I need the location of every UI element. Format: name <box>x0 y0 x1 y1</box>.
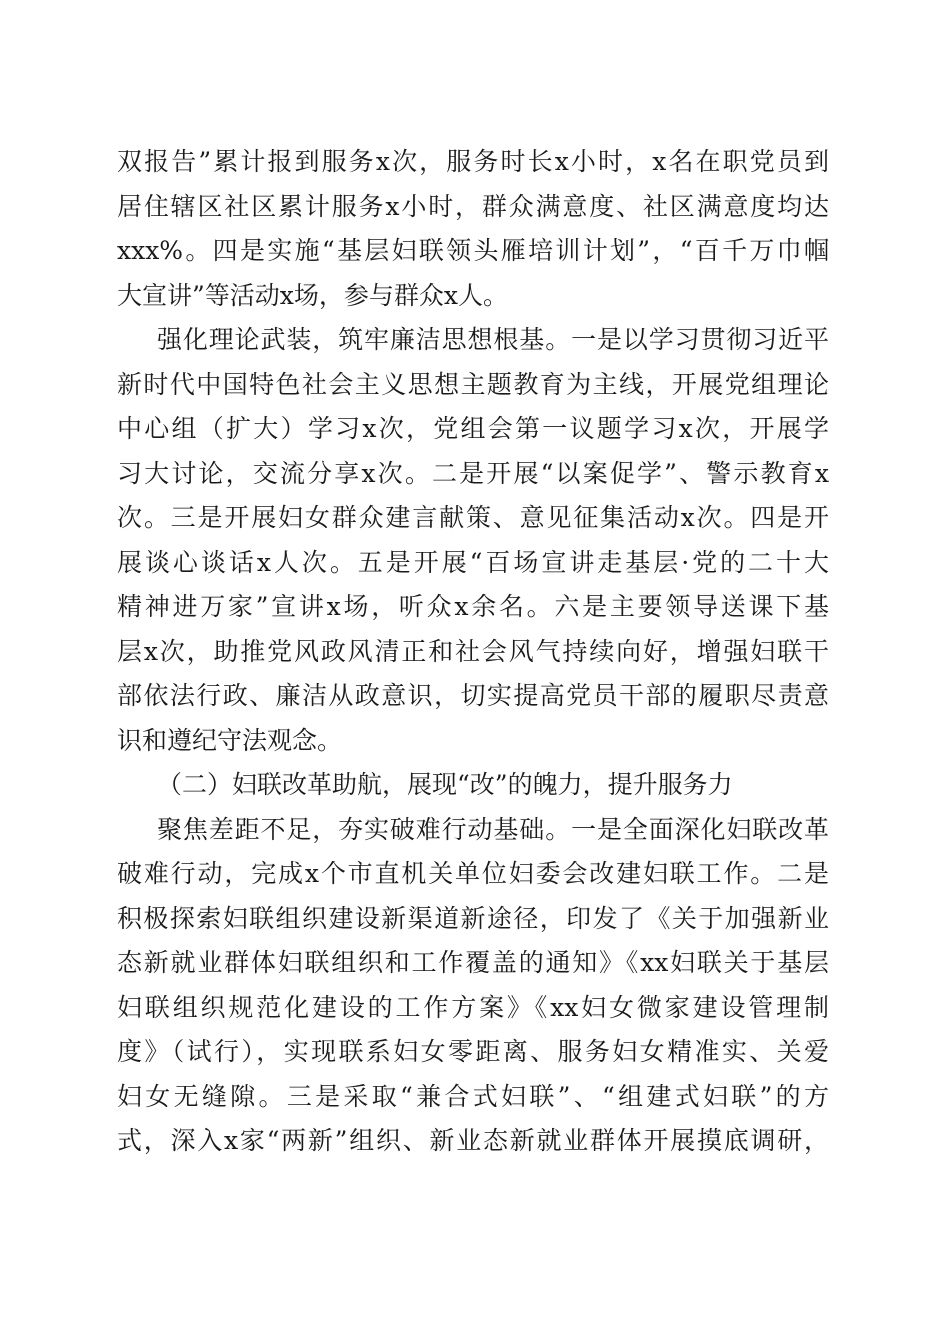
text-line: 度》（试行），实现联系妇女零距离、服务妇女精准实、关爱 <box>117 1037 829 1066</box>
text-line: 识和遵纪守法观念。 <box>117 725 343 755</box>
text-line: 双报告”累计报到服务x次，服务时长x小时，x名在职党员到 <box>117 147 829 176</box>
text-line: 部依法行政、廉洁从政意识，切实提高党员干部的履职尽责意 <box>117 681 829 710</box>
text-line: 展谈心谈话x人次。五是开展“百场宣讲走基层·党的二十大 <box>117 547 829 577</box>
text-line: 聚焦差距不足，夯实破难行动基础。一是全面深化妇联改革 <box>157 814 829 844</box>
text-line: 次。三是开展妇女群众建言献策、意见征集活动x次。四是开 <box>117 503 829 532</box>
text-line: 中心组（扩大）学习x次，党组会第一议题学习x次，开展学 <box>117 414 829 443</box>
text-line: 破难行动，完成x个市直机关单位妇委会改建妇联工作。二是 <box>117 859 829 888</box>
text-line: 大宣讲”等活动x场，参与群众x人。 <box>117 280 508 310</box>
text-line: 习大讨论，交流分享x次。二是开展“以案促学”、警示教育x <box>117 458 829 488</box>
text-line: 态新就业群体妇联组织和工作覆盖的通知》《xx妇联关于基层 <box>117 948 829 977</box>
text-line: 式，深入x家“两新”组织、新业态新就业群体开展摸底调研， <box>117 1126 829 1155</box>
text-line: 妇女无缝隙。三是采取“兼合式妇联”、“组建式妇联”的方 <box>117 1081 829 1111</box>
text-line: 强化理论武装，筑牢廉洁思想根基。一是以学习贯彻习近平 <box>157 325 829 354</box>
text-line: 居住辖区社区累计服务x小时，群众满意度、社区满意度均达 <box>117 191 829 221</box>
document-body <box>117 140 829 1164</box>
section-heading: （二）妇联改革助航，展现“改”的魄力，提升服务力 <box>157 770 733 799</box>
paragraph-theory-study <box>117 318 829 763</box>
paragraph-reform <box>117 808 829 1164</box>
text-line: xxx%。四是实施“基层妇联领头雁培训计划”，“百千万巾帼 <box>117 236 829 265</box>
text-line: 层x次，助推党风政风清正和社会风气持续向好，增强妇联干 <box>117 636 829 666</box>
text-line: 新时代中国特色社会主义思想主题教育为主线，开展党组理论 <box>117 369 829 399</box>
paragraph-continued <box>117 140 829 318</box>
text-line: 妇联组织规范化建设的工作方案》《xx妇女微家建设管理制 <box>117 992 829 1022</box>
text-line: 精神进万家”宣讲x场，听众x余名。六是主要领导送课下基 <box>117 592 829 621</box>
text-line: 积极探索妇联组织建设新渠道新途径，印发了《关于加强新业 <box>117 903 829 933</box>
